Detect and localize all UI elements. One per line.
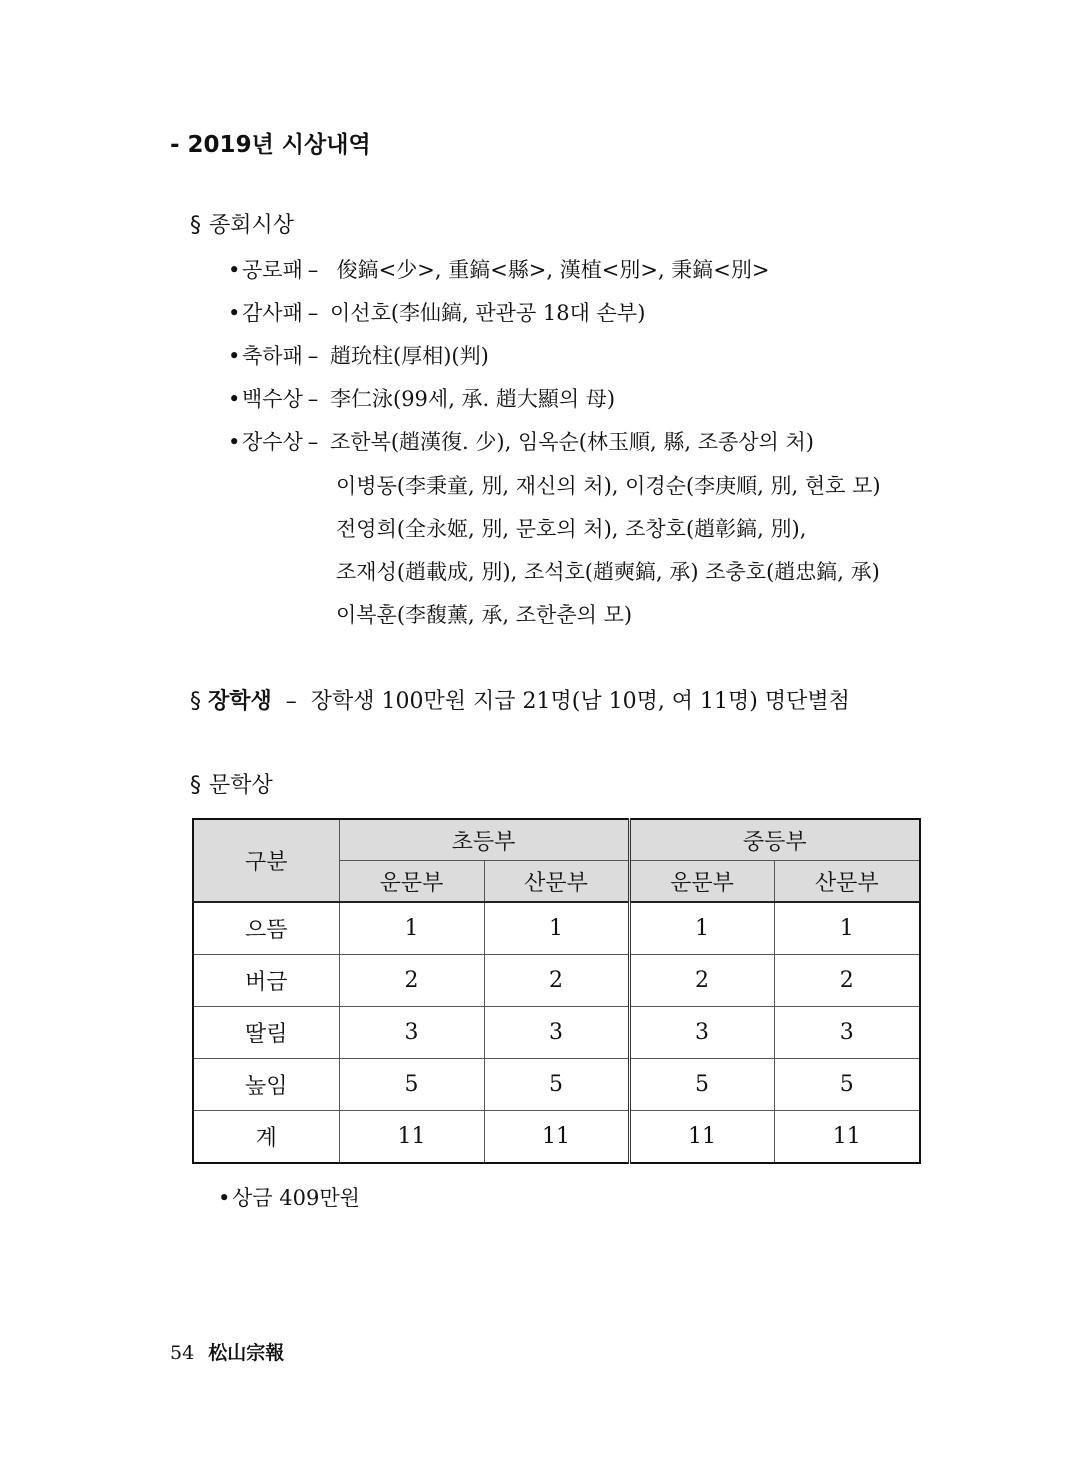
table-row — [193, 1007, 920, 1059]
bullet-icon: • — [228, 301, 241, 325]
award-dash: – — [307, 258, 319, 282]
table-group-header: 중등부 — [629, 819, 920, 861]
prize-note-text: 상금 409만원 — [232, 1186, 360, 1210]
table-group-header: 초등부 — [339, 819, 629, 861]
award-line-thanks — [228, 297, 645, 327]
table-row-label: 계 — [193, 1111, 339, 1164]
award-dash: – — [307, 387, 319, 411]
bullet-icon: • — [228, 258, 241, 282]
publication-name: 松山宗報 — [208, 1342, 285, 1364]
section-title-literary — [190, 768, 273, 799]
award-line-centenarian — [228, 383, 615, 413]
table-cell: 3 — [629, 1007, 774, 1059]
bullet-icon: • — [228, 344, 241, 368]
section-mark: § — [190, 213, 201, 238]
award-names: 俊鎬<少>, 重鎬<縣>, 漢植<別>, 秉鎬<別> — [330, 258, 770, 282]
award-names: 이선호(李仙鎬, 판관공 18대 손부) — [330, 301, 646, 325]
award-label: 축하패 — [242, 344, 303, 368]
table-row-label: 높임 — [193, 1059, 339, 1111]
table-cell: 3 — [774, 1007, 920, 1059]
award-label: 공로패 — [242, 258, 303, 282]
longevity-continued-line: 이복훈(李馥薰, 承, 조한춘의 모) — [336, 603, 633, 627]
table-subheader: 운문부 — [339, 861, 484, 903]
table-cell: 1 — [484, 902, 629, 955]
longevity-continued-line: 이병동(李秉童, 別, 재신의 처), 이경순(李庚順, 別, 현호 모) — [336, 474, 881, 498]
table-cell: 11 — [484, 1111, 629, 1164]
table-row — [193, 1111, 920, 1164]
section-title-text: 장학생 — [208, 689, 272, 714]
table-cell: 5 — [774, 1059, 920, 1111]
bullet-icon: • — [228, 430, 241, 454]
award-label: 감사패 — [242, 301, 303, 325]
section-title-text: 문학상 — [209, 773, 273, 798]
award-line-longevity — [228, 426, 814, 456]
prize-note — [218, 1182, 360, 1212]
table-cell: 2 — [484, 955, 629, 1007]
table-cell: 3 — [484, 1007, 629, 1059]
page-number: 54 — [170, 1342, 195, 1364]
literary-award-table — [192, 818, 921, 1164]
longevity-continued-line: 조재성(趙載成, 別), 조석호(趙奭鎬, 承) 조충호(趙忠鎬, 承) — [336, 560, 880, 584]
section-scholarship — [190, 684, 850, 715]
award-dash: – — [307, 430, 319, 454]
award-names: 조한복(趙漢復. 少), 임옥순(林玉順, 縣, 조종상의 처) — [330, 430, 814, 454]
table-subheader: 운문부 — [629, 861, 774, 903]
table-subheader: 산문부 — [774, 861, 920, 903]
table-corner-header: 구분 — [193, 819, 339, 902]
table-cell: 1 — [774, 902, 920, 955]
table-row — [193, 1059, 920, 1111]
table-cell: 2 — [339, 955, 484, 1007]
longevity-continued-line: 전영희(全永姬, 別, 문호의 처), 조창호(趙彰鎬, 別), — [336, 517, 807, 541]
award-dash: – — [307, 344, 319, 368]
table-cell: 11 — [339, 1111, 484, 1164]
scholarship-text: 장학생 100만원 지급 21명(남 10명, 여 11명) 명단별첨 — [310, 689, 850, 714]
bullet-icon: • — [218, 1186, 231, 1210]
table-cell: 3 — [339, 1007, 484, 1059]
section-title-jonghoe — [190, 208, 294, 239]
table-cell: 5 — [484, 1059, 629, 1111]
page-footer — [170, 1338, 284, 1365]
table-cell: 2 — [629, 955, 774, 1007]
award-dash: – — [307, 301, 319, 325]
section-title-text: 종회시상 — [209, 213, 295, 238]
table-cell: 5 — [629, 1059, 774, 1111]
award-label: 백수상 — [242, 387, 303, 411]
table-cell: 1 — [339, 902, 484, 955]
award-label: 장수상 — [242, 430, 303, 454]
award-line-congrats — [228, 340, 489, 370]
table-cell: 11 — [774, 1111, 920, 1164]
section-mark: § — [190, 773, 201, 798]
table-row — [193, 955, 920, 1007]
table-row-label: 딸림 — [193, 1007, 339, 1059]
award-names: 李仁泳(99세, 承. 趙大顯의 母) — [330, 387, 616, 411]
table-cell: 11 — [629, 1111, 774, 1164]
table-cell: 2 — [774, 955, 920, 1007]
scholarship-dash: – — [285, 689, 297, 714]
table-cell: 5 — [339, 1059, 484, 1111]
section-mark: § — [190, 689, 201, 714]
table-row-label: 버금 — [193, 955, 339, 1007]
table-row-label: 으뜸 — [193, 902, 339, 955]
award-names: 趙玧柱(厚相)(判) — [330, 344, 489, 368]
table-row — [193, 902, 920, 955]
bullet-icon: • — [228, 387, 241, 411]
table-header-row — [193, 819, 920, 861]
page-title: - 2019년 시상내역 — [170, 132, 371, 158]
table-cell: 1 — [629, 902, 774, 955]
table-subheader: 산문부 — [484, 861, 629, 903]
award-line-merit — [228, 254, 770, 284]
